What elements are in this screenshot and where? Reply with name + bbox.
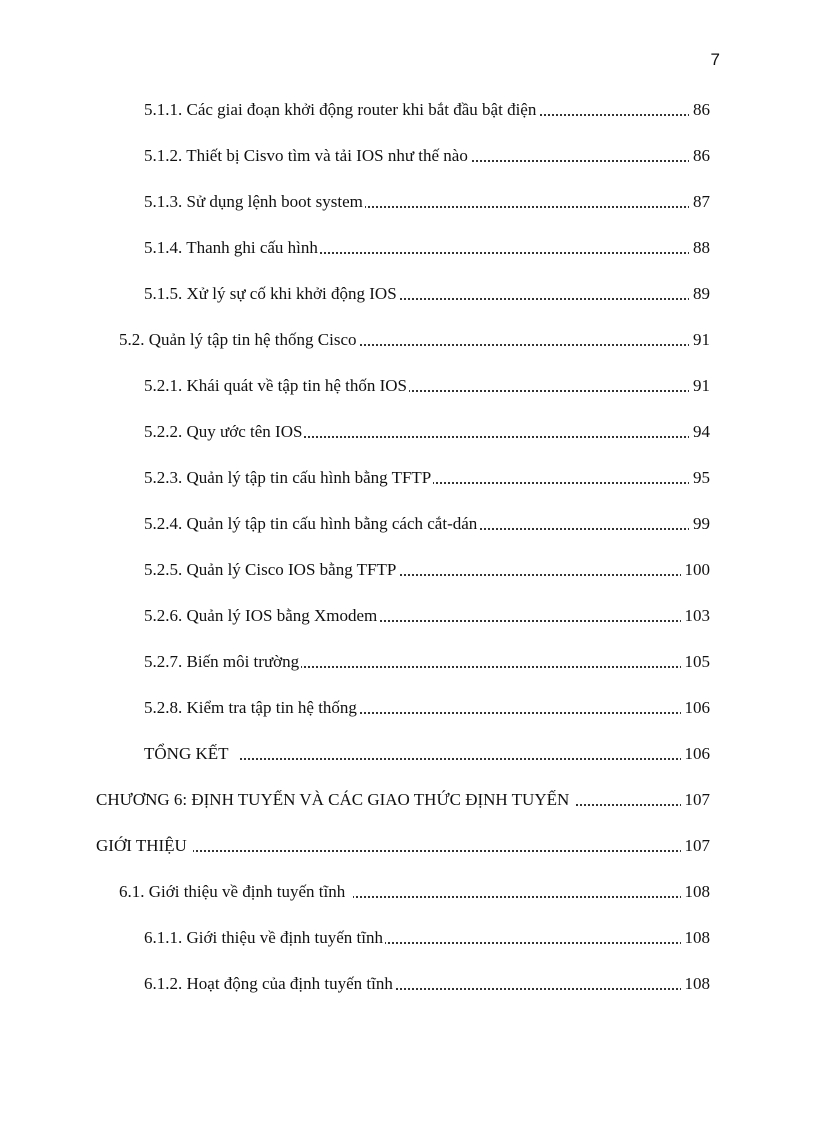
toc-entry[interactable]: [0, 234, 816, 262]
toc-entry-title: TỔNG KẾT: [144, 740, 239, 768]
toc-entry-title: 5.1.3. Sử dụng lệnh boot system: [144, 188, 365, 216]
toc-entry[interactable]: [0, 648, 816, 676]
toc-entry-title: CHƯƠNG 6: ĐỊNH TUYẾN VÀ CÁC GIAO THỨC ĐỊNH TUYẾN: [96, 786, 575, 814]
toc-entry[interactable]: [0, 280, 816, 308]
toc-entry-title: 6.1. Giới thiệu về định tuyến tĩnh: [119, 878, 353, 906]
toc-entry[interactable]: [0, 786, 816, 814]
toc-entry-page: 107: [681, 832, 711, 860]
toc-entry-title: 5.1.5. Xử lý sự cố khi khởi động IOS: [144, 280, 399, 308]
toc-entry-title: 5.2.1. Khái quát về tập tin hệ thốn IOS: [144, 372, 409, 400]
toc-entry-title: 5.1.1. Các giai đoạn khởi động router khi bắt đầu bật điện: [144, 96, 538, 124]
toc-entry-title: 5.2.6. Quản lý IOS bằng Xmodem: [144, 602, 379, 630]
toc-entry[interactable]: [0, 970, 816, 998]
toc-entry-title: 6.1.1. Giới thiệu về định tuyến tĩnh: [144, 924, 385, 952]
toc-entry-title: 5.2.8. Kiểm tra tập tin hệ thống: [144, 694, 359, 722]
toc-entry-title: GIỚI THIỆU: [96, 832, 193, 860]
toc-entry[interactable]: [0, 556, 816, 584]
toc-entry-page: 107: [681, 786, 711, 814]
toc-entry-title: 5.2. Quản lý tập tin hệ thống Cisco: [119, 326, 359, 354]
toc-entry[interactable]: [0, 464, 816, 492]
toc-entry-title: 5.2.4. Quản lý tập tin cấu hình bằng cách cắt-dán: [144, 510, 479, 538]
toc-entry-page: 86: [689, 96, 710, 124]
toc-entry-page: 89: [689, 280, 710, 308]
toc-entry-title: 5.2.3. Quản lý tập tin cấu hình bằng TFTP: [144, 464, 433, 492]
toc-entry[interactable]: [0, 188, 816, 216]
toc-entry-page: 105: [681, 648, 711, 676]
toc-entry[interactable]: [0, 418, 816, 446]
toc-entry-page: 91: [689, 326, 710, 354]
toc-entry-page: 94: [689, 418, 710, 446]
toc-entry-title: 5.2.5. Quản lý Cisco IOS bằng TFTP: [144, 556, 398, 584]
toc-entry-page: 87: [689, 188, 710, 216]
toc-entry-page: 99: [689, 510, 710, 538]
toc-entry-page: 91: [689, 372, 710, 400]
toc-entry-page: 100: [681, 556, 711, 584]
toc-entry[interactable]: [0, 740, 816, 768]
toc-entry-page: 108: [681, 878, 711, 906]
toc-entry[interactable]: [0, 832, 816, 860]
toc-entry[interactable]: [0, 96, 816, 124]
table-of-contents: [0, 96, 816, 1096]
page-number: 7: [710, 50, 720, 69]
toc-entry-page: 106: [681, 740, 711, 768]
toc-entry-page: 103: [681, 602, 711, 630]
toc-entry[interactable]: [0, 142, 816, 170]
toc-entry-page: 108: [681, 970, 711, 998]
toc-entry[interactable]: [0, 878, 816, 906]
toc-entry[interactable]: [0, 602, 816, 630]
toc-entry[interactable]: [0, 510, 816, 538]
toc-entry-page: 106: [681, 694, 711, 722]
toc-entry-page: 108: [681, 924, 711, 952]
toc-entry-title: 6.1.2. Hoạt động của định tuyến tĩnh: [144, 970, 395, 998]
toc-entry[interactable]: [0, 924, 816, 952]
toc-entry[interactable]: [0, 694, 816, 722]
toc-entry-page: 86: [689, 142, 710, 170]
toc-entry-title: 5.1.2. Thiết bị Cisvo tìm và tải IOS như thế nào: [144, 142, 470, 170]
toc-entry-title: 5.2.2. Quy ước tên IOS: [144, 418, 304, 446]
toc-entry-title: 5.1.4. Thanh ghi cấu hình: [144, 234, 320, 262]
toc-entry-page: 88: [689, 234, 710, 262]
toc-entry-title: 5.2.7. Biến môi trường: [144, 648, 301, 676]
toc-entry[interactable]: [0, 372, 816, 400]
toc-entry[interactable]: [0, 326, 816, 354]
toc-entry-page: 95: [689, 464, 710, 492]
